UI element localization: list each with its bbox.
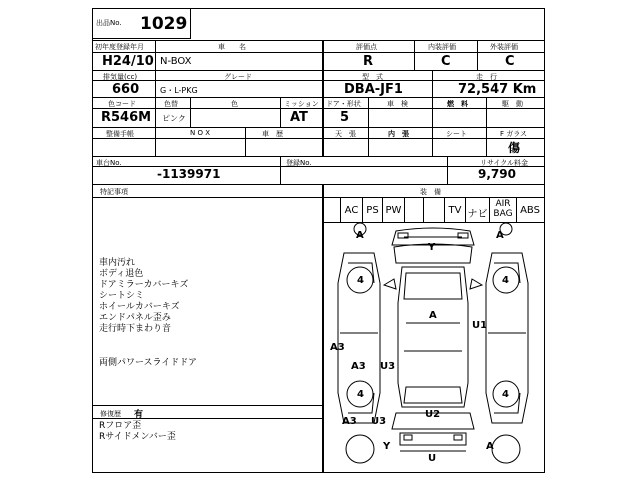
vehicle-inspection-label: 車 検 bbox=[387, 100, 408, 108]
remark-line: ドアミラーカバーキズ bbox=[99, 280, 189, 290]
car-name-value: N-BOX bbox=[160, 56, 192, 67]
front-glass-label: F ガラス bbox=[500, 130, 528, 138]
color-code-label: 色コード bbox=[108, 100, 136, 108]
mark-rear-floor: U2 bbox=[425, 409, 441, 420]
year-label: 初年度登録年月 bbox=[95, 43, 144, 51]
mark-rear-right: A bbox=[486, 441, 494, 452]
exterior-grade-label: 外装評価 bbox=[490, 43, 518, 51]
mark-rear-left: A3 bbox=[342, 416, 357, 427]
fuel-label: 燃 料 bbox=[447, 100, 468, 108]
remark-line: ホイールカバーキズ bbox=[99, 302, 180, 312]
registration-number-label: 登録No. bbox=[286, 159, 312, 167]
color-label: 色 bbox=[231, 100, 238, 108]
score-value: R bbox=[363, 54, 374, 69]
interior-grade-label: 内装評価 bbox=[428, 43, 456, 51]
remark-line: ボディ退色 bbox=[99, 269, 144, 279]
remark-extra: 両側パワースライドドア bbox=[99, 358, 198, 368]
mark-front-left: A bbox=[356, 230, 364, 241]
mark-rear-left-floor: U3 bbox=[371, 416, 387, 427]
doors-label: ドア・形状 bbox=[326, 100, 361, 108]
model-value: DBA-JF1 bbox=[344, 82, 403, 97]
mark-floor-left: U3 bbox=[380, 361, 396, 372]
color-type-value: ピンク bbox=[162, 114, 186, 123]
mark-wheel-rear-right: 4 bbox=[502, 389, 509, 400]
remark-line: エンドパネル歪み bbox=[99, 313, 171, 323]
mission-value: AT bbox=[290, 110, 308, 125]
repair-line: Rフロア歪 bbox=[99, 421, 142, 431]
mark-left-side: A3 bbox=[330, 342, 345, 353]
service-manual-label: 整備手帳 bbox=[106, 130, 134, 138]
remark-line: 走行時下まわり音 bbox=[99, 324, 172, 334]
mileage-label: 走 行 bbox=[476, 73, 497, 81]
front-glass-value: 傷 bbox=[508, 141, 521, 155]
repair-history-label: 修復歴 bbox=[100, 410, 121, 418]
mission-label: ミッション bbox=[284, 100, 319, 108]
displacement-label: 排気量(cc) bbox=[103, 73, 138, 81]
mark-front-center: Y bbox=[428, 242, 436, 253]
sunroof-label: 天 張 bbox=[335, 130, 356, 138]
mark-rear-glass: Y bbox=[383, 441, 391, 452]
color-code-value: R546M bbox=[101, 110, 152, 125]
equipment-airbag: AIR BAG bbox=[493, 199, 513, 219]
year-value: H24/10 bbox=[102, 54, 154, 69]
mileage-value: 72,547 Km bbox=[458, 82, 537, 97]
mark-rear-bumper: U bbox=[428, 453, 437, 464]
model-label: 型 式 bbox=[362, 73, 383, 81]
repair-line: Rサイドメンバー歪 bbox=[99, 432, 176, 442]
mark-front-right: A bbox=[496, 230, 504, 241]
chassis-number-label: 車台No. bbox=[96, 159, 122, 167]
lot-number-value: 1029 bbox=[140, 14, 188, 34]
doors-value: 5 bbox=[340, 110, 350, 125]
equipment-pw: PW bbox=[385, 205, 402, 216]
recycle-fee-value: 9,790 bbox=[478, 167, 516, 181]
color-type-label: 色替 bbox=[164, 100, 178, 108]
mark-wheel-front-right: 4 bbox=[502, 275, 509, 286]
equipment-tv: TV bbox=[448, 205, 462, 216]
mark-left-rocker: A3 bbox=[351, 361, 366, 372]
score-label: 評価点 bbox=[356, 43, 377, 51]
equipment-navi: ナビ bbox=[467, 209, 488, 220]
drive-label: 駆 動 bbox=[502, 100, 523, 108]
remarks-label: 特記事項 bbox=[100, 188, 128, 196]
mark-wheel-rear-left: 4 bbox=[357, 389, 364, 400]
equipment-label: 装 備 bbox=[420, 188, 441, 196]
repair-history-value: 有 bbox=[134, 410, 144, 420]
interior-lining-label: 内 張 bbox=[388, 130, 409, 138]
seat-label: シート bbox=[446, 130, 467, 138]
car-damage-diagram bbox=[324, 223, 543, 471]
remark-line: シートシミ bbox=[99, 291, 145, 301]
mark-right-side: U1 bbox=[472, 320, 488, 331]
interior-grade-value: C bbox=[441, 54, 451, 69]
grade-value: G・L-PKG bbox=[160, 86, 198, 95]
equipment-abs: ABS bbox=[520, 205, 540, 216]
vehicle-history-label: 車 歴 bbox=[262, 130, 283, 138]
chassis-number-value: -1139971 bbox=[157, 167, 221, 181]
mark-wheel-front-left: 4 bbox=[357, 275, 364, 286]
equipment-ac: AC bbox=[344, 205, 359, 216]
nox-label: N O X bbox=[190, 129, 210, 137]
remark-line: 車内汚れ bbox=[99, 258, 136, 268]
displacement-value: 660 bbox=[112, 82, 140, 97]
mark-roof: A bbox=[429, 310, 437, 321]
grade-label: グレード bbox=[224, 73, 252, 81]
exterior-grade-value: C bbox=[505, 54, 515, 69]
equipment-ps: PS bbox=[366, 205, 379, 216]
recycle-fee-label: リサイクル料金 bbox=[480, 159, 529, 167]
car-name-label: 車 名 bbox=[218, 43, 246, 51]
lot-number-label: 出品No. bbox=[96, 19, 122, 27]
